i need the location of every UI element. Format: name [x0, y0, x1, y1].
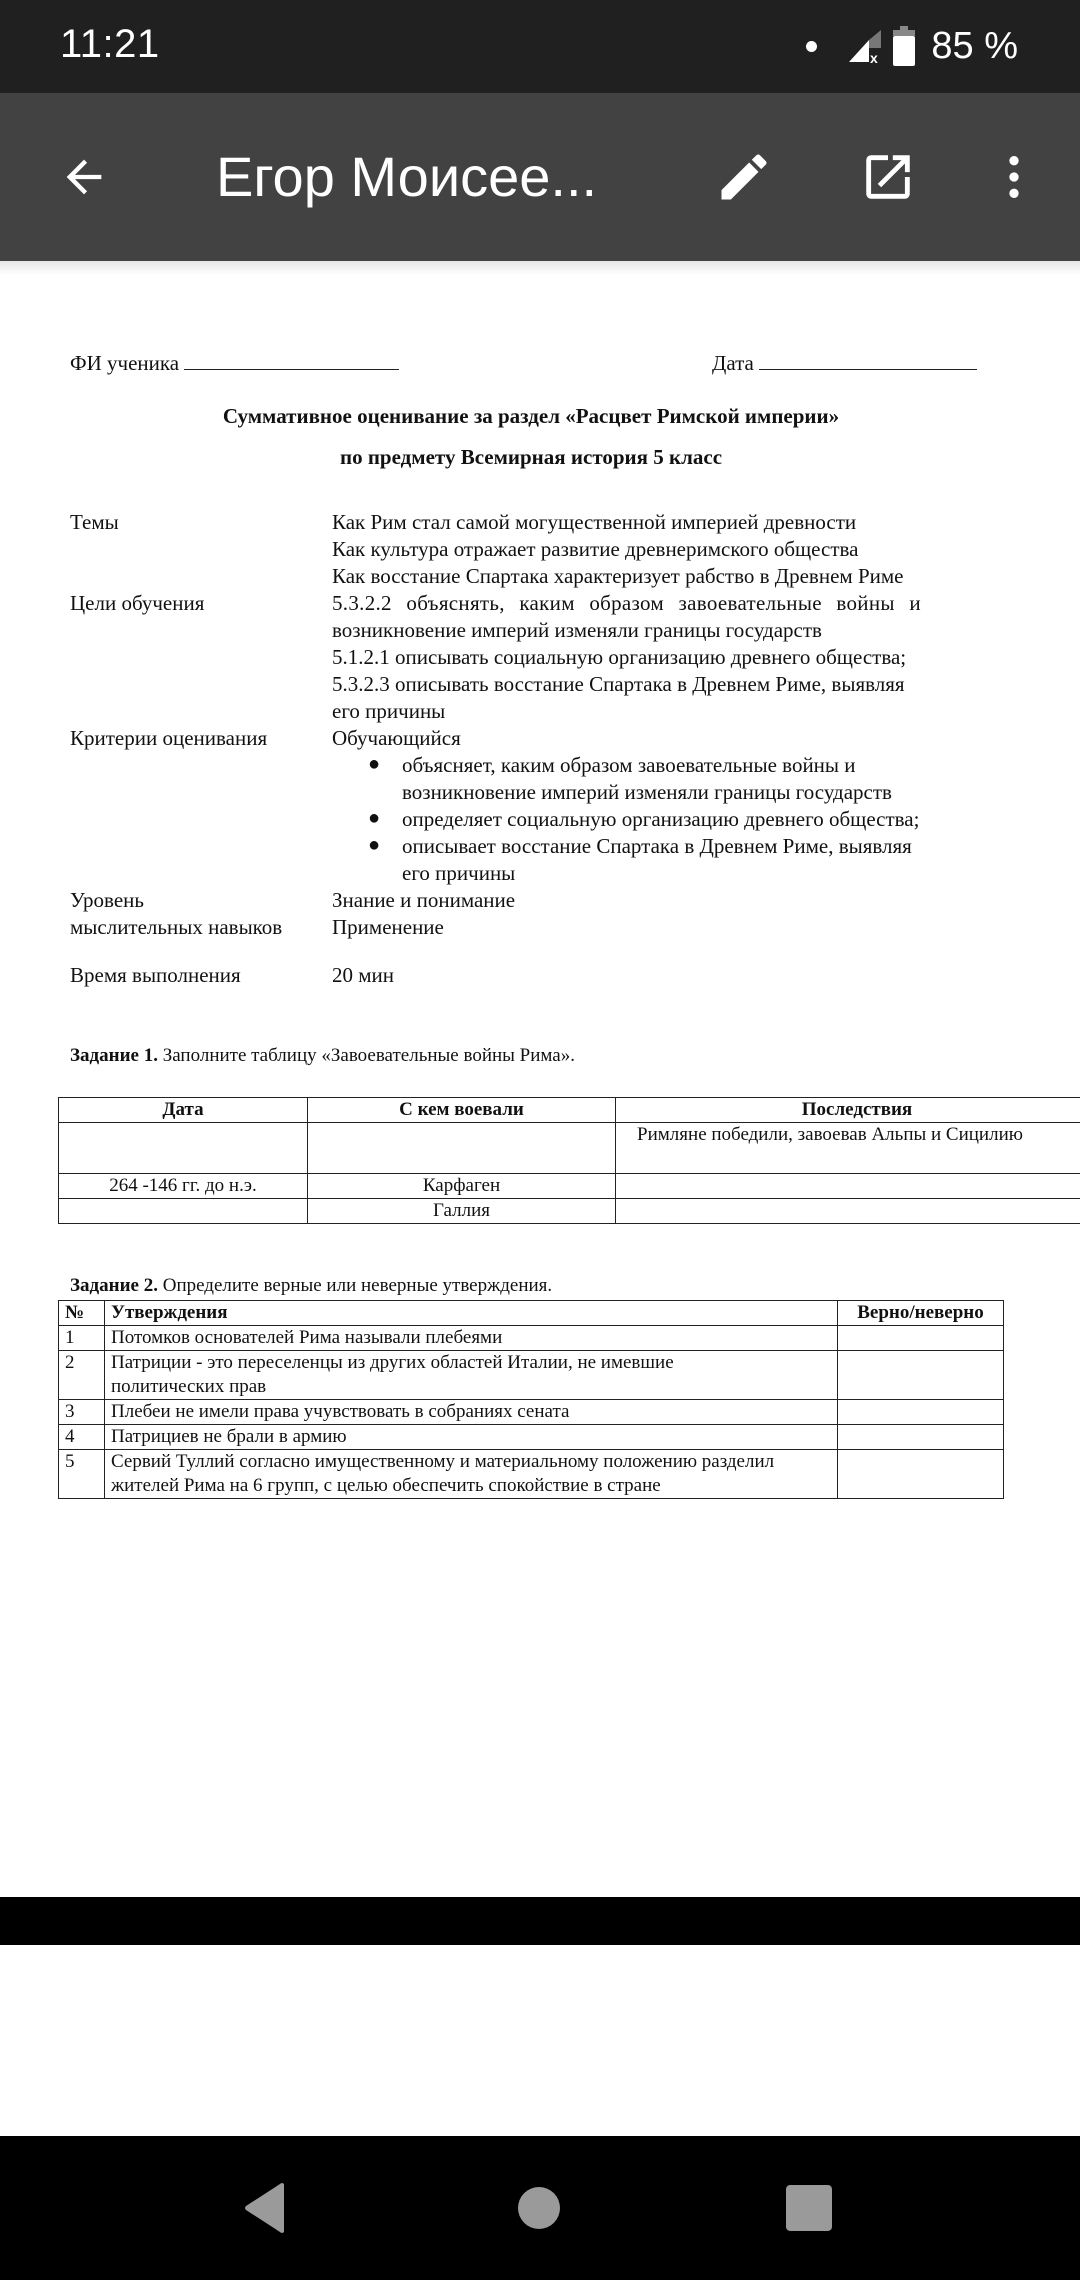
signal-no-sim-icon	[847, 28, 883, 64]
table-header-cell: Последствия	[616, 1098, 1080, 1123]
table-cell: Сервий Туллий согласно имущественному и материальному положению разделил жителей Рима на 6 групп, с целью обеспечить спокойствие в стране	[105, 1450, 838, 1499]
table-cell[interactable]: Галлия	[308, 1199, 616, 1224]
table-cell: Потомков основателей Рима называли плебеями	[105, 1326, 838, 1351]
back-button[interactable]	[50, 143, 118, 211]
task2-heading	[70, 1275, 552, 1297]
date-label: Дата	[712, 351, 754, 375]
goal-item: возникновение империй изменяли границы государств	[332, 618, 822, 642]
task2-label: Задание 2.	[70, 1275, 158, 1296]
more-vert-icon	[986, 149, 1042, 205]
goal-item: его причины	[332, 699, 446, 723]
level-label-2: мыслительных навыков	[70, 915, 283, 939]
topic-item: Как культура отражает развитие древнеримского общества	[332, 537, 859, 561]
nav-back-icon	[244, 2182, 288, 2234]
status-icons	[806, 22, 1018, 70]
table-row	[59, 1425, 1004, 1450]
student-name-field	[70, 350, 399, 376]
edit-button[interactable]	[710, 143, 778, 211]
page-shadow	[0, 261, 1080, 275]
task2-table	[58, 1300, 1004, 1499]
table-cell[interactable]	[616, 1174, 1080, 1199]
bullet-icon: ●	[368, 753, 381, 775]
table-cell[interactable]: 264 -146 гг. до н.э.	[59, 1174, 308, 1199]
table-row	[59, 1400, 1004, 1425]
system-nav-bar	[0, 2136, 1080, 2280]
table-row	[59, 1450, 1004, 1499]
status-time: 11:21	[60, 22, 160, 66]
nav-home-icon	[517, 2186, 561, 2230]
task2-text: Определите верные или неверные утверждения.	[157, 1275, 553, 1296]
table-cell: 4	[59, 1425, 105, 1450]
time-value: 20 мин	[332, 963, 395, 987]
table-header-cell: №	[59, 1301, 105, 1326]
table-cell[interactable]	[59, 1199, 308, 1224]
status-bar	[0, 0, 1080, 93]
table-header-cell: Верно/неверно	[838, 1301, 1004, 1326]
table-cell[interactable]: Римляне победили, завоевав Альпы и Сицилию	[616, 1123, 1080, 1174]
app-bar	[0, 93, 1080, 261]
battery-icon	[893, 26, 915, 66]
table-header-row	[59, 1301, 1004, 1326]
bullet-icon: ●	[368, 834, 381, 856]
table-row	[59, 1174, 1080, 1199]
level-value-2: Применение	[332, 915, 444, 939]
document-page[interactable]	[0, 261, 1080, 1897]
topic-item: Как восстание Спартака характеризует рабство в Древнем Риме	[332, 564, 904, 588]
level-label-1: Уровень	[70, 888, 144, 912]
table-header-cell: С кем воевали	[308, 1098, 616, 1123]
goal-item: 5.1.2.1 описывать социальную организацию древнего общества;	[332, 645, 907, 669]
table-cell[interactable]	[59, 1123, 308, 1174]
table-cell: Плебеи не имели права учувствовать в собраниях сената	[105, 1400, 838, 1425]
criteria-item: его причины	[402, 861, 516, 885]
table-cell: 1	[59, 1326, 105, 1351]
doc-title-line1: Суммативное оценивание за раздел «Расцвет Римской империи»	[222, 404, 840, 428]
table-cell: 3	[59, 1400, 105, 1425]
criteria-item: описывает восстание Спартака в Древнем Риме, выявляя	[402, 834, 912, 858]
nav-recents-icon	[786, 2185, 832, 2231]
goal-item: 5.3.2.2 объяснять, каким образом завоевательные войны и	[332, 591, 921, 615]
bullet-icon: ●	[368, 807, 381, 829]
svg-text:x: x	[870, 50, 879, 64]
answer-cell[interactable]	[838, 1351, 1004, 1400]
date-field	[712, 350, 977, 376]
goals-label: Цели обучения	[70, 591, 205, 615]
table-cell: Патриции - это переселенцы из других областей Италии, не имевшие политических прав	[105, 1351, 838, 1400]
table-cell: 2	[59, 1351, 105, 1400]
criteria-item: возникновение империй изменяли границы государств	[402, 780, 892, 804]
table-row	[59, 1199, 1080, 1224]
task1-heading	[70, 1045, 575, 1067]
nav-home-button[interactable]	[507, 2176, 571, 2240]
date-blank	[759, 350, 977, 370]
topic-item: Как Рим стал самой могущественной империей древности	[332, 510, 857, 534]
table-row	[59, 1351, 1004, 1400]
answer-cell[interactable]	[838, 1400, 1004, 1425]
criteria-item: объясняет, каким образом завоевательные войны и	[402, 753, 856, 777]
student-name-blank	[184, 350, 399, 370]
open-in-app-button[interactable]	[854, 143, 922, 211]
table-row	[59, 1123, 1080, 1174]
doc-title-line2: по предмету Всемирная история 5 класс	[339, 445, 723, 469]
table-cell[interactable]	[616, 1199, 1080, 1224]
nav-back-button[interactable]	[234, 2176, 298, 2240]
answer-cell[interactable]	[838, 1425, 1004, 1450]
time-label: Время выполнения	[70, 963, 241, 987]
next-page[interactable]	[0, 1945, 1080, 2136]
criteria-intro: Обучающийся	[332, 726, 461, 750]
notification-dot-icon	[806, 41, 817, 52]
back-arrow-icon	[58, 151, 110, 203]
battery-percent: 85 %	[931, 24, 1018, 67]
level-value-1: Знание и понимание	[332, 888, 516, 912]
table-header-cell: Дата	[59, 1098, 308, 1123]
task1-text: Заполните таблицу «Завоевательные войны Рима».	[157, 1045, 575, 1066]
open-external-icon	[859, 148, 917, 206]
table-cell[interactable]	[308, 1123, 616, 1174]
task1-label: Задание 1.	[70, 1045, 158, 1066]
answer-cell[interactable]	[838, 1450, 1004, 1499]
topics-label: Темы	[70, 510, 119, 534]
task1-table	[58, 1097, 1080, 1224]
student-name-label: ФИ ученика	[70, 351, 180, 375]
pencil-edit-icon	[714, 147, 774, 207]
table-cell[interactable]: Карфаген	[308, 1174, 616, 1199]
document-title: Егор Моисее...	[216, 145, 598, 208]
goal-item: 5.3.2.3 описывать восстание Спартака в Древнем Риме, выявляя	[332, 672, 905, 696]
nav-recents-button[interactable]	[777, 2176, 841, 2240]
table-cell: Патрициев не брали в армию	[105, 1425, 838, 1450]
table-header-cell: Утверждения	[105, 1301, 838, 1326]
table-cell: 5	[59, 1450, 105, 1499]
criteria-item: определяет социальную организацию древнего общества;	[402, 807, 920, 831]
answer-cell[interactable]	[838, 1326, 1004, 1351]
table-row	[59, 1326, 1004, 1351]
more-options-button[interactable]	[980, 143, 1048, 211]
table-header-row	[59, 1098, 1080, 1123]
page-separator	[0, 1897, 1080, 1945]
criteria-label: Критерии оценивания	[70, 726, 268, 750]
